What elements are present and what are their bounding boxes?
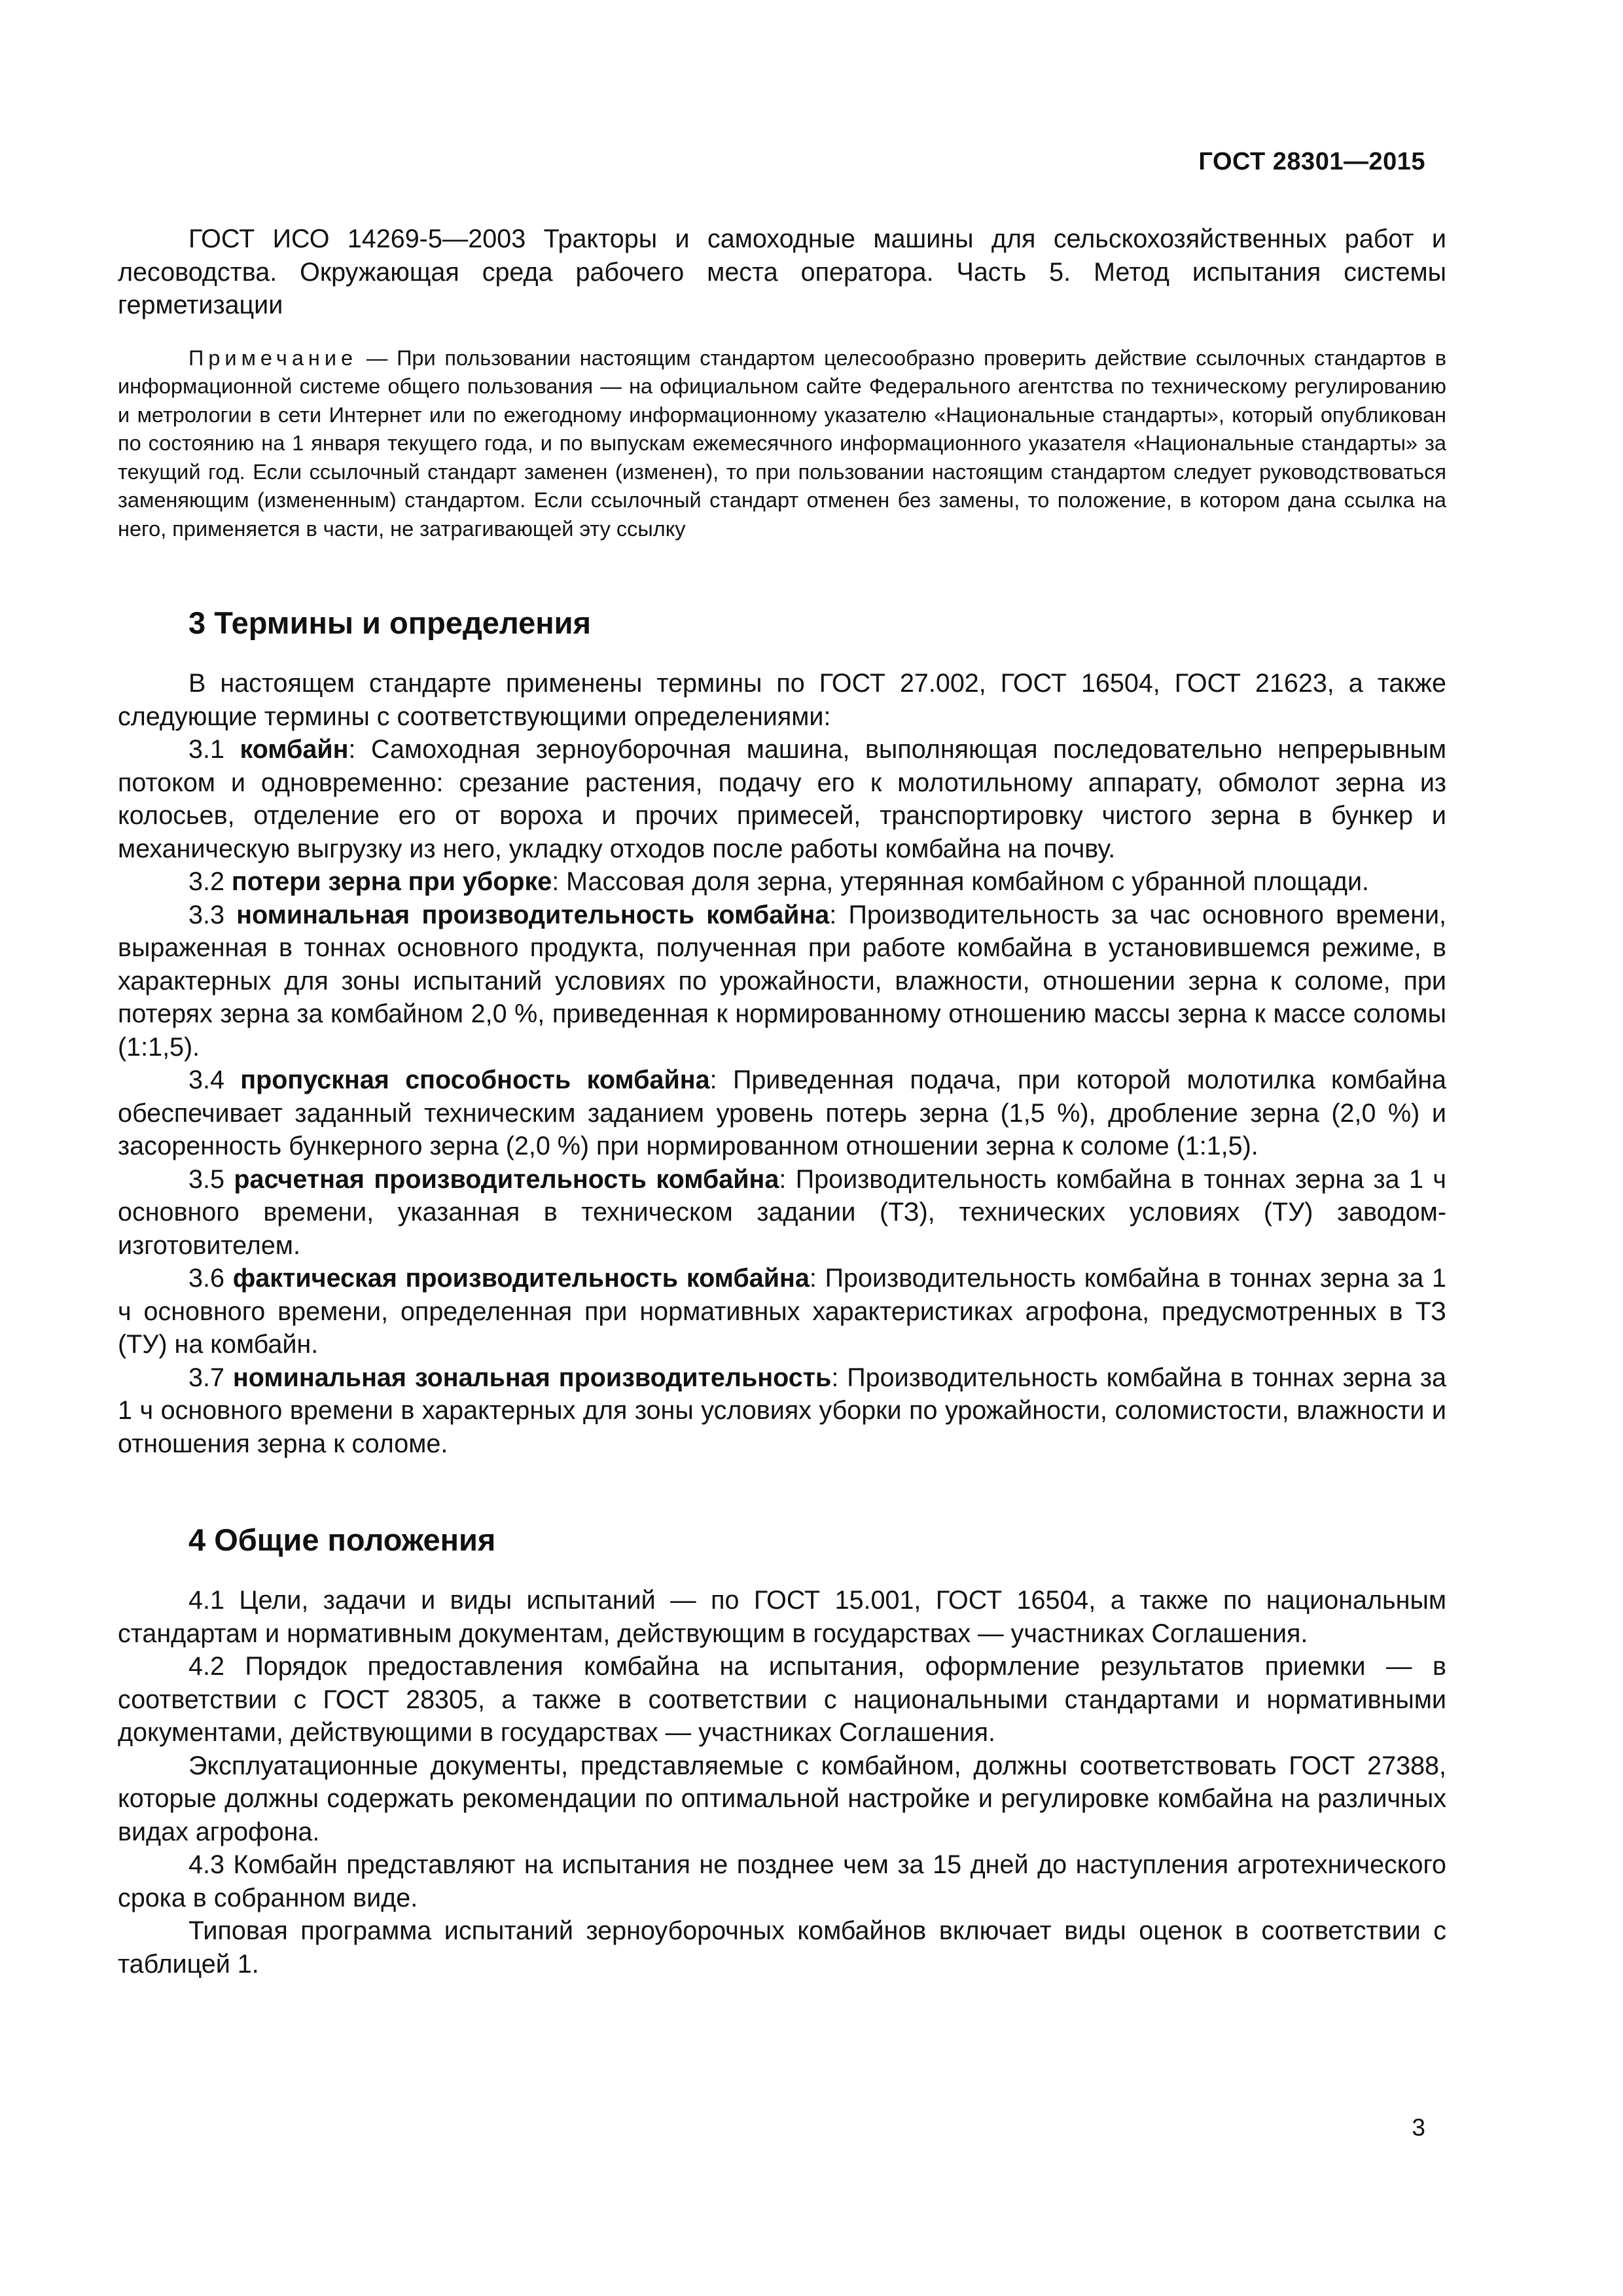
term-definition [118,865,1446,899]
section-4-paragraph: Эксплуатационные документы, представляемые с комбайном, должны соответствовать ГОСТ 27388, которые должны содержать рекомендации по оптимальной настройке и регулировке комбайна на различных видах агрофона. [118,1751,1446,1846]
page-number: 3 [1412,2114,1425,2141]
term-definition [118,899,1446,1064]
section-4-paragraph: 4.2 Порядок предоставления комбайна на испытания, оформление результатов приемки — в соответствии с ГОСТ 28305, а также в соответствии с национальными стандартами и нормативными документами, действующими в государствах — участниках Соглашения. [118,1652,1446,1747]
term-text: : Приведенная подача, при которой молотилка комбайна обеспечивает заданный техническим заданием уровень потерь зерна (1,5 %), дробление зерна (2,0 %) и засоренность бункерного зерна (2,0 %) при нормированном отношении зерна к соломе (1:1,5). [118,1066,1446,1160]
term-name: пропускная способность комбайна [240,1066,710,1094]
term-definition [118,733,1446,865]
term-definition [118,1163,1446,1263]
term-text: : Производительность комбайна в тоннах зерна за 1 ч основного времени, определенная при нормативных характеристиках агрофона, предусмотренных в ТЗ (ТУ) на комбайн. [118,1264,1447,1359]
section-4-paragraph: 4.1 Цели, задачи и виды испытаний — по ГОСТ 15.001, ГОСТ 16504, а также по национальным стандартам и нормативным документам, действующим в государствах — участниках Соглашения. [118,1586,1446,1648]
term-name: номинальная зональная производительность [232,1363,832,1392]
term-name: расчетная производительность комбайна [234,1164,779,1194]
term-number: 3.3 [188,900,237,929]
section-4-title: 4 Общие положения [188,1522,496,1557]
note-label: Примечание [188,346,358,370]
term-definition [118,1262,1446,1361]
term-name: фактическая производительность комбайна [232,1264,810,1293]
section-4-paragraph: 4.3 Комбайн представляют на испытания не позднее чем за 15 дней до наступления агротехнического срока в собранном виде. [118,1850,1446,1912]
term-number: 3.1 [188,735,240,764]
term-number: 3.4 [188,1066,241,1094]
term-text: : Самоходная зерноуборочная машина, выполняющая последовательно непрерывным потоком и одновременно: срезание растения, подачу его к молотильному аппарату, обмолот зерна из колосьев, отделение его от вороха и прочих примесей, транспортировку чистого зерна в бункер и механическую выгрузку из него, укладку отходов после работы комбайна на почву. [118,735,1447,863]
term-name: потери зерна при уборке [231,867,552,896]
term-text: : Массовая доля зерна, утерянная комбайном с убранной площади. [552,867,1369,896]
term-name: комбайн [240,735,349,764]
term-text: : Производительность комбайна в тоннах зерна за 1 ч основного времени, указанная в техническом задании (ТЗ), технических условиях (ТУ) заводом-изготовителем. [118,1164,1447,1260]
section-4-paragraph: Типовая программа испытаний зерноуборочных комбайнов включает виды оценок в соответствии с таблицей 1. [118,1916,1446,1979]
term-number: 3.6 [188,1264,233,1293]
section-3-title: 3 Термины и определения [188,605,591,640]
document-header: ГОСТ 28301—2015 [1198,148,1425,175]
term-text: : Производительность за час основного времени, выраженная в тоннах основного продукта, полученная при работе комбайна в установившемся режиме, в характерных для зоны испытаний условиях по урожайности, влажности, отношении зерна к соломе, при потерях зерна за комбайном 2,0 %, приведенная к нормированному отношению массы зерна к массе соломы (1:1,5). [118,900,1446,1062]
normative-reference: ГОСТ ИСО 14269-5—2003 Тракторы и самоходные машины для сельскохозяйственных работ и лесоводства. Окружающая среда рабочего места оператора. Часть 5. Метод испытания системы герметизации [118,224,1446,319]
term-number: 3.5 [188,1164,234,1194]
term-name: номинальная производительность комбайна [236,900,830,929]
term-text: : Производительность комбайна в тоннах зерна за 1 ч основного времени в характерных для зоны условиях уборки по урожайности, соломистости, влажности и отношения зерна к соломе. [118,1363,1446,1458]
note-paragraph [118,344,1446,544]
document-body [118,223,1446,1981]
term-number: 3.2 [188,867,232,896]
section-3-intro: В настоящем стандарте применены термины по ГОСТ 27.002, ГОСТ 16504, ГОСТ 21623, а также следующие термины с соответствующими определениями: [118,669,1446,731]
term-definition [118,1361,1446,1461]
term-definition [118,1064,1446,1163]
term-number: 3.7 [188,1363,233,1392]
note-text: — При пользовании настоящим стандартом целесообразно проверить действие ссылочных стандартов в информационной системе общего пользования — на официальном сайте Федерального агентства по техническому регулированию и метрологии в сети Интернет или по ежегодному информационному указателю «Национальные стандарты», который опубликован по состоянию на 1 января текущего года, и по выпускам ежемесячного информационного указателя «Национальные стандарты» за текущий год. Если ссылочный стандарт заменен (изменен), то при пользовании настоящим стандартом следует руководствоваться заменяющим (измененным) стандартом. Если ссылочный стандарт отменен без замены, то положение, в котором дана ссылка на него, применяется в части, не затрагивающей эту ссылку [118,346,1446,541]
